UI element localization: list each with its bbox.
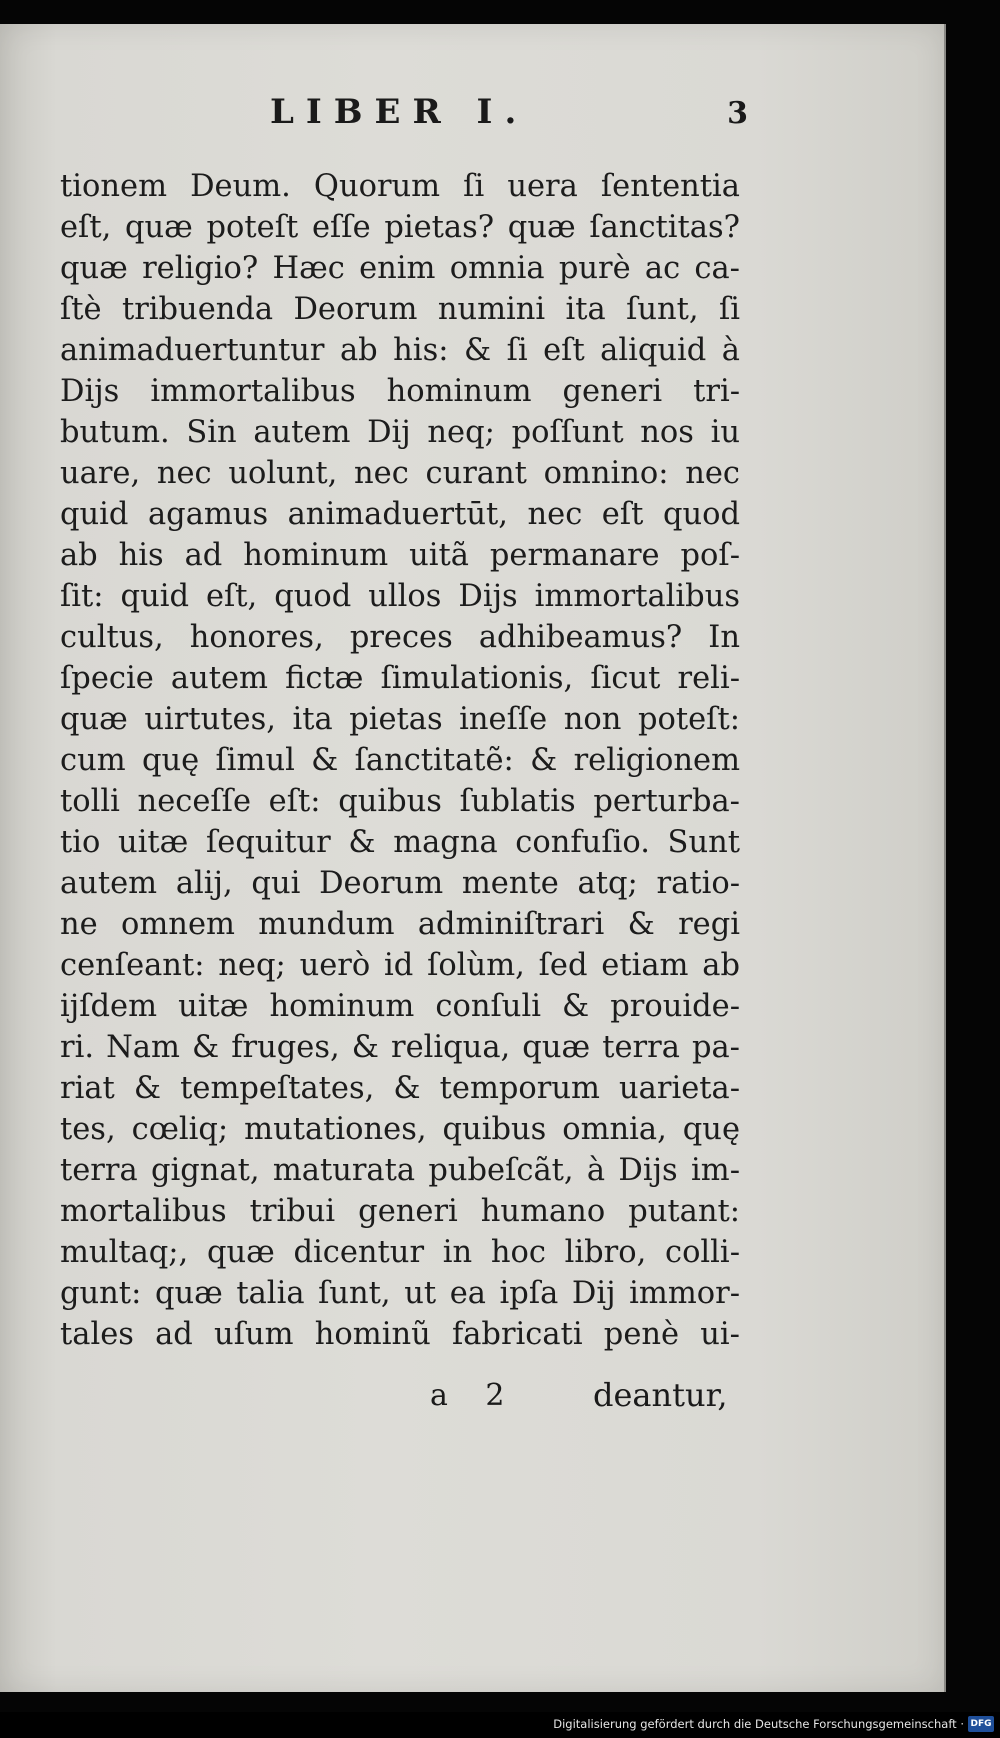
text-line: mortalibus tribui generi humano putant:: [60, 1194, 740, 1229]
text-line: eſt, quæ poteſt eſſe pietas? quæ ſanctitas?: [60, 210, 740, 245]
page-header: [0, 92, 944, 152]
text-line: ſtè tribuenda Deorum numini ita ſunt, ſi: [60, 292, 740, 327]
text-line: ſit: quid eſt, quod ullos Dijs immortalibus: [60, 579, 740, 614]
text-line: quæ uirtutes, ita pietas ineſſe non poteſt:: [60, 702, 740, 737]
text-line: autem alij, qui Deorum mente atq; ratio-: [60, 866, 740, 901]
signature-mark: a 2: [430, 1378, 519, 1413]
credit-bar: [0, 1712, 1000, 1738]
text-line: multaq;, quæ dicentur in hoc libro, colli-: [60, 1235, 740, 1270]
text-line: ijſdem uitæ hominum conſuli & prouide-: [60, 989, 740, 1024]
running-head: LIBER I.: [270, 92, 529, 132]
text-line: uare, nec uolunt, nec curant omnino: nec: [60, 456, 740, 491]
text-line: cum quę ſimul & ſanctitatẽ: & religionem: [60, 743, 740, 778]
text-line: cenſeant: neq; uerò id ſolùm, ſed etiam ab: [60, 948, 740, 983]
text-line: riat & tempeſtates, & temporum uarieta-: [60, 1071, 740, 1106]
text-line: ab his ad hominum uitã permanare poſ-: [60, 538, 740, 573]
text-line: ri. Nam & fruges, & reliqua, quæ terra pa-: [60, 1030, 740, 1065]
page-number: 3: [727, 96, 748, 131]
text-line: butum. Sin autem Dij neq; poſſunt nos iu: [60, 415, 740, 450]
book-page: [0, 24, 946, 1692]
text-line: tionem Deum. Quorum ſi uera ſententia: [60, 169, 740, 204]
credit-text: Digitalisierung gefördert durch die Deutsche Forschungsgemeinschaft ·: [553, 1717, 964, 1731]
text-line: cultus, honores, preces adhibeamus? In: [60, 620, 740, 655]
text-line: gunt: quæ talia ſunt, ut ea ipſa Dij immor-: [60, 1276, 740, 1311]
text-line: quid agamus animaduertūt, nec eſt quod: [60, 497, 740, 532]
text-line: tales ad uſum hominũ fabricati penè ui-: [60, 1317, 740, 1352]
text-line: tio uitæ ſequitur & magna confuſio. Sunt: [60, 825, 740, 860]
text-line: ne omnem mundum adminiſtrari & regi: [60, 907, 740, 942]
text-line: Dijs immortalibus hominum generi tri-: [60, 374, 740, 409]
text-line: tes, cœliq; mutationes, quibus omnia, quę: [60, 1112, 740, 1147]
text-line: ſpecie autem fictæ ſimulationis, ſicut reli-: [60, 661, 740, 696]
text-line: animaduertuntur ab his: & ſi eſt aliquid à: [60, 333, 740, 368]
dfg-logo-icon: DFG: [968, 1716, 994, 1732]
catchword: deantur,: [593, 1376, 728, 1414]
text-line: tolli neceſſe eſt: quibus ſublatis perturba-: [60, 784, 740, 819]
body-text: [60, 166, 740, 1355]
text-line: terra gignat, maturata pubeſcãt, à Dijs im-: [60, 1153, 740, 1188]
text-line: quæ religio? Hæc enim omnia purè ac ca-: [60, 251, 740, 286]
